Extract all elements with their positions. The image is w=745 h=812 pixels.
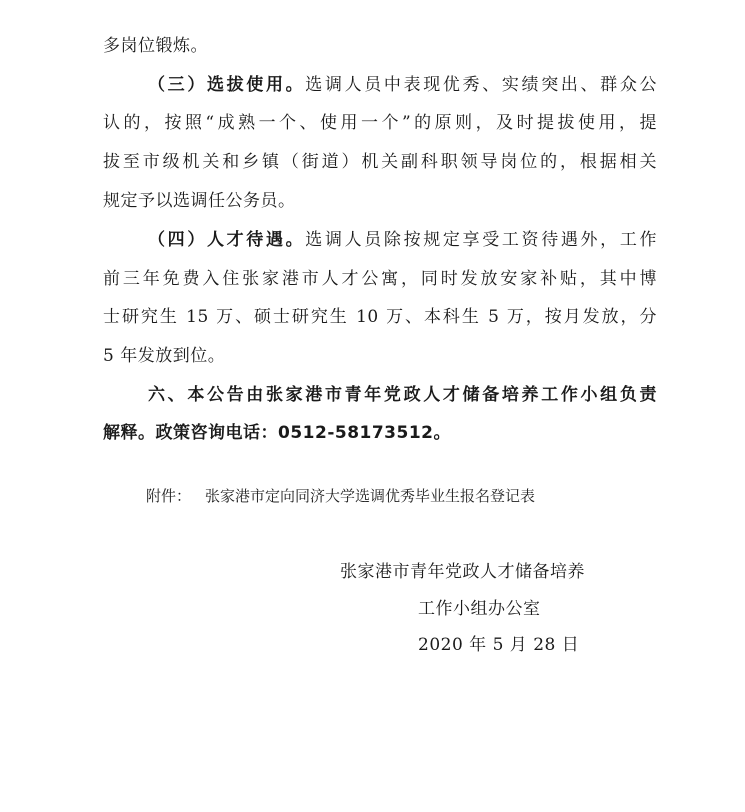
paragraph-text: 多岗位锻炼。 bbox=[103, 36, 208, 56]
paragraph-text: 选调人员中表现优秀、实绩突出、群众公 bbox=[305, 75, 658, 95]
paragraph-text: 5 年发放到位。 bbox=[103, 346, 226, 366]
section-four-line-1 bbox=[148, 229, 657, 251]
issuing-office: 工作小组办公室 bbox=[418, 599, 541, 619]
text-line bbox=[103, 35, 657, 57]
signature-org-line-2 bbox=[418, 598, 541, 620]
section-three-heading: （三）选拔使用。 bbox=[148, 75, 306, 95]
signature-org-line-1 bbox=[340, 561, 585, 583]
attachment-label: 附件： bbox=[146, 487, 192, 505]
signature-date bbox=[418, 634, 579, 656]
section-four-line-4 bbox=[103, 345, 657, 367]
section-six-text: 六、本公告由张家港市青年党政人才储备培养工作小组负责 bbox=[148, 385, 657, 405]
section-four-heading: （四）人才待遇。 bbox=[148, 230, 306, 250]
section-three-line-3 bbox=[103, 151, 657, 173]
paragraph-text: 士研究生 15 万、硕士研究生 10 万、本科生 5 万，按月发放，分 bbox=[103, 307, 657, 327]
paragraph-text: 选调人员除按规定享受工资待遇外，工作 bbox=[305, 230, 658, 250]
paragraph-text: 规定予以选调任公务员。 bbox=[103, 191, 296, 211]
section-six-line-1 bbox=[148, 384, 657, 406]
issuing-organization: 张家港市青年党政人才储备培养 bbox=[340, 562, 585, 582]
section-four-line-2 bbox=[103, 268, 657, 290]
paragraph-text: 认的，按照“成熟一个、使用一个”的原则，及时提拔使用，提 bbox=[103, 113, 657, 133]
policy-contact-text: 解释。政策咨询电话：0512-58173512。 bbox=[103, 423, 451, 443]
attachment-title: 张家港市定向同济大学选调优秀毕业生报名登记表 bbox=[205, 487, 536, 505]
paragraph-text: 前三年免费入住张家港市人才公寓，同时发放安家补贴，其中博 bbox=[103, 269, 657, 289]
section-four-line-3 bbox=[103, 306, 657, 328]
section-three-line-4 bbox=[103, 190, 657, 212]
paragraph-text: 拔至市级机关和乡镇（街道）机关副科职领导岗位的，根据相关 bbox=[103, 152, 657, 172]
section-six-line-2 bbox=[103, 422, 657, 444]
section-three-line-1 bbox=[148, 74, 657, 96]
issue-date: 2020 年 5 月 28 日 bbox=[418, 635, 580, 655]
attachment-line bbox=[146, 486, 535, 506]
section-three-line-2 bbox=[103, 112, 657, 134]
